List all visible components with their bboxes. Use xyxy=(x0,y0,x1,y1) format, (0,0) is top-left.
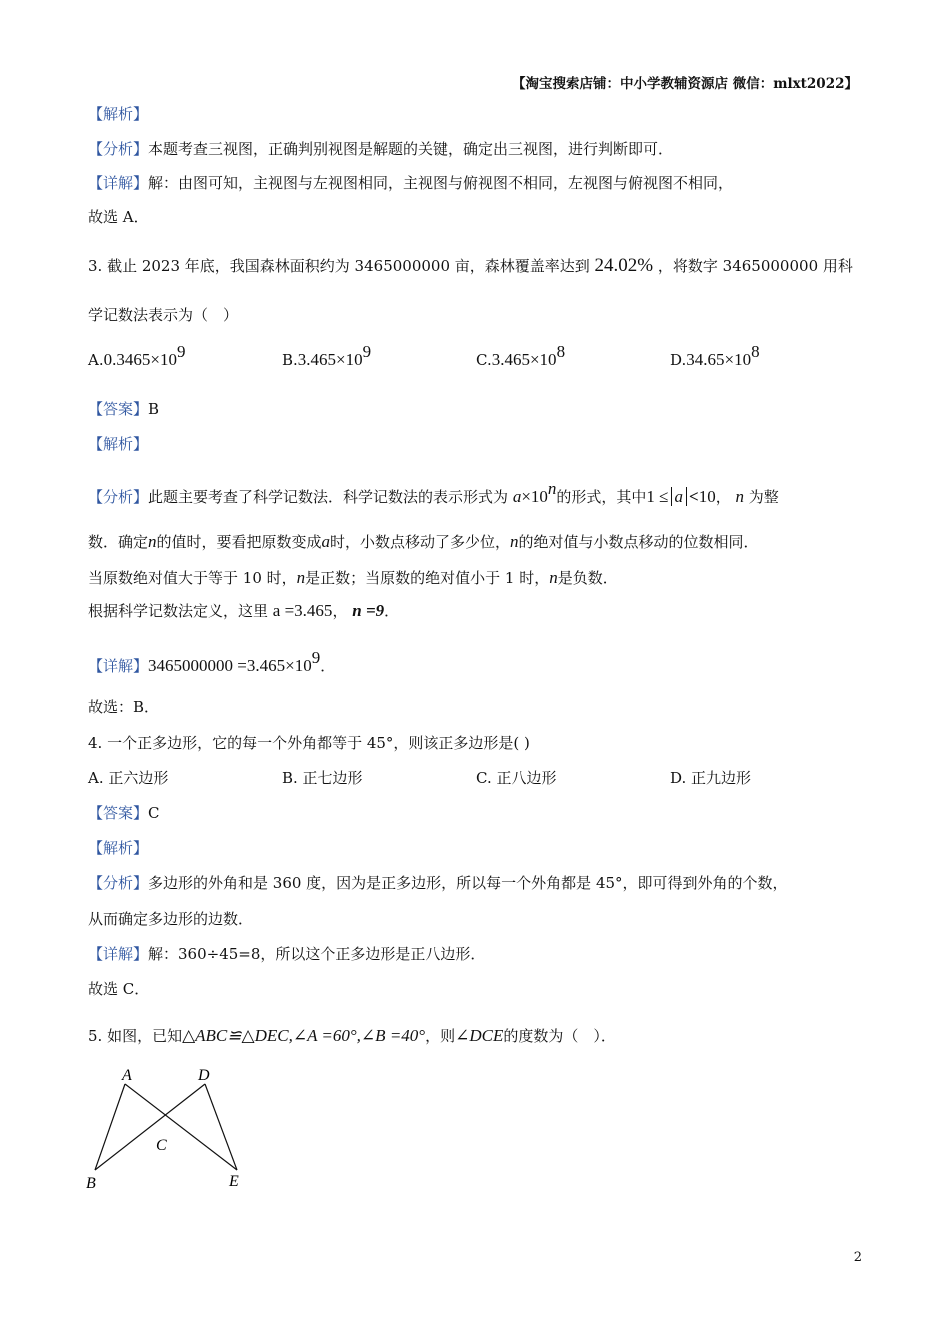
q3-option-c-letter: C. xyxy=(476,351,492,369)
q4-fenxi-tag: 【分析】 xyxy=(88,874,149,892)
q3-stem-line1 xyxy=(88,255,853,277)
q3-line2-c: 时，小数点移动了多少位， xyxy=(330,533,511,551)
q3-line3-b: 是正数；当原数的绝对值小于 1 时， xyxy=(305,569,550,587)
q3-ineq-abs-a: a xyxy=(671,487,688,506)
q3-stem-pct: 24.02% xyxy=(594,255,654,276)
q3-fenxi-line4 xyxy=(88,600,399,621)
q3-option-c[interactable] xyxy=(476,342,565,370)
q3-line2-a: 数．确定 xyxy=(88,533,149,551)
q3-option-b-letter: B. xyxy=(282,351,298,369)
q4-answer: C xyxy=(148,804,160,822)
label-c: C xyxy=(156,1137,167,1154)
q5-stem-c: 的度数为（ ）． xyxy=(503,1027,616,1045)
q3-form-a: a xyxy=(512,487,522,506)
q3-stem-b: ，将数字 3465000000 用科 xyxy=(657,257,853,275)
q3-option-d-mantissa: 34.65 xyxy=(686,350,725,369)
q3-line2-n2: n xyxy=(510,532,519,551)
q3-xiangjie-line xyxy=(88,648,335,676)
q3-answer: B xyxy=(148,400,160,418)
q3-form-n: n xyxy=(547,479,557,498)
q3-line2-n1: n xyxy=(148,532,157,551)
q2-fenxi-line xyxy=(88,138,673,159)
q4-xiangjie-text: 解：360÷45=8，所以这个正多边形是正八边形． xyxy=(148,945,486,963)
q3-fenxi-tag: 【分析】 xyxy=(88,488,149,506)
q3-fenxi-c: ， xyxy=(715,488,731,506)
q3-stem-line2: 学记数法表示为（ ） xyxy=(88,306,239,324)
q3-xiangjie-math: 3465000000 =3.465×10 xyxy=(148,656,312,675)
q3-conclusion: 故选：B． xyxy=(88,698,160,716)
q3-line3-n1: n xyxy=(296,568,306,587)
q3-option-b-mantissa: 3.465 xyxy=(297,350,337,369)
q4-conclusion: 故选 C． xyxy=(88,980,150,998)
q3-option-d-letter: D. xyxy=(670,351,687,369)
q3-fenxi-d: 为整 xyxy=(748,488,779,506)
q3-line2-a-var: a xyxy=(321,532,331,551)
q4-fenxi-text: 多边形的外角和是 360 度，因为是正多边形，所以每一个外角都是 45°，即可得到外角的个数， xyxy=(148,874,788,892)
q3-line4-end: ． xyxy=(384,602,400,620)
q3-option-c-exp: 8 xyxy=(556,342,566,361)
q5-stem-b: ，则 xyxy=(425,1027,456,1045)
q3-fenxi-n: n xyxy=(735,487,744,506)
q4-jiexi-tag: 【解析】 xyxy=(88,839,149,857)
segment-ae xyxy=(125,1084,237,1170)
q4-answer-tag: 【答案】 xyxy=(88,804,149,822)
q2-fenxi-tag: 【分析】 xyxy=(88,140,149,158)
q3-option-d-times: ×10 xyxy=(724,350,752,369)
q3-ineq-ten: 10 xyxy=(698,487,716,506)
q3-option-a-times: ×10 xyxy=(150,350,177,369)
q3-option-b-times: ×10 xyxy=(336,350,363,369)
q3-xiangjie-exp: 9 xyxy=(311,648,321,667)
label-e: E xyxy=(229,1173,239,1190)
q3-option-a-exp: 9 xyxy=(176,342,186,361)
q4-option-a[interactable]: A. 正六边形 xyxy=(88,769,169,787)
q3-line2-d: 的绝对值与小数点移动的位数相同． xyxy=(518,533,759,551)
q3-option-a-letter: A. xyxy=(88,351,104,369)
q5-stem-math: △ABC≌△DEC,∠A =60°,∠B =40° xyxy=(182,1026,426,1045)
q3-option-d[interactable] xyxy=(670,342,760,370)
q3-line4-eq: a =3.465 xyxy=(272,601,333,620)
q3-option-c-times: ×10 xyxy=(529,350,557,369)
q5-stem xyxy=(88,1025,616,1046)
q3-fenxi-line2 xyxy=(88,531,759,552)
q3-jiexi-tag: 【解析】 xyxy=(88,435,149,453)
q4-option-c[interactable]: C. 正八边形 xyxy=(476,769,557,787)
q4-option-d[interactable]: D. 正九边形 xyxy=(670,769,752,787)
label-b: B xyxy=(86,1175,96,1192)
q3-ineq-lt: < xyxy=(689,487,699,506)
q4-stem: 4. 一个正多边形，它的每一个外角都等于 45°，则该正多边形是( ) xyxy=(88,734,530,752)
q4-xiangjie-tag: 【详解】 xyxy=(88,945,149,963)
q3-option-d-exp: 8 xyxy=(751,342,760,361)
q4-fenxi-line2: 从而确定多边形的边数． xyxy=(88,910,254,928)
segment-ab xyxy=(95,1084,125,1170)
q3-option-a[interactable] xyxy=(88,342,185,370)
q4-answer-line xyxy=(88,802,160,823)
q3-fenxi-b: 的形式，其中 xyxy=(556,488,647,506)
label-a: A xyxy=(122,1067,132,1084)
q3-form-times: ×10 xyxy=(521,487,548,506)
q3-fenxi-a: 此题主要考查了科学记数法．科学记数法的表示形式为 xyxy=(148,488,509,506)
q4-xiangjie-line xyxy=(88,943,485,964)
q3-fenxi-line1 xyxy=(88,479,779,507)
label-d: D xyxy=(198,1067,210,1084)
page-number: 2 xyxy=(853,1250,862,1265)
q3-xiangjie-tag: 【详解】 xyxy=(88,657,149,675)
q4-option-b[interactable]: B. 正七边形 xyxy=(282,769,363,787)
q5-stem-a: 5. 如图，已知 xyxy=(88,1027,183,1045)
q3-line3-a: 当原数绝对值大于等于 10 时， xyxy=(88,569,297,587)
q3-line4-n: n =9 xyxy=(352,601,385,620)
q3-option-b-exp: 9 xyxy=(362,342,372,361)
q3-answer-tag: 【答案】 xyxy=(88,400,149,418)
q2-conclusion: 故选 A． xyxy=(88,208,149,226)
q3-ineq-one: 1 ≤ xyxy=(646,487,669,506)
q2-xiangjie-tag: 【详解】 xyxy=(88,174,149,192)
q4-fenxi-line1 xyxy=(88,872,788,893)
q2-jiexi-tag: 【解析】 xyxy=(88,105,149,123)
q3-line4-a: 根据科学记数法定义，这里 xyxy=(88,602,269,620)
q3-line3-n2: n xyxy=(549,568,558,587)
page-header: 【淘宝搜索店铺：中小学教辅资源店 微信：mlxt2022】 xyxy=(512,76,858,92)
q5-triangle-figure xyxy=(80,1060,260,1195)
q2-fenxi-text: 本题考查三视图，正确判别视图是解题的关键，确定出三视图，进行判断即可． xyxy=(148,140,674,158)
q2-xiangjie-text: 解：由图可知，主视图与左视图相同，主视图与俯视图不相同，左视图与俯视图不相同， xyxy=(148,174,734,192)
segment-db xyxy=(95,1084,205,1170)
q2-xiangjie-line xyxy=(88,172,733,193)
q3-option-b[interactable] xyxy=(282,342,371,370)
q3-answer-line xyxy=(88,398,159,419)
q3-option-a-mantissa: 0.3465 xyxy=(103,350,151,369)
q3-fenxi-line3 xyxy=(88,567,618,588)
q3-option-c-mantissa: 3.465 xyxy=(491,350,530,369)
q5-stem-math2: ∠DCE xyxy=(455,1026,504,1045)
q3-stem-a: 3. 截止 2023 年底，我国森林面积约为 3465000000 亩，森林覆盖率达到 xyxy=(88,257,590,275)
q3-line2-b: 的值时，要看把原数变成 xyxy=(156,533,322,551)
q3-xiangjie-end: ． xyxy=(320,657,336,675)
q3-line4-comma: ， xyxy=(332,602,348,620)
q3-line3-c: 是负数． xyxy=(557,569,618,587)
